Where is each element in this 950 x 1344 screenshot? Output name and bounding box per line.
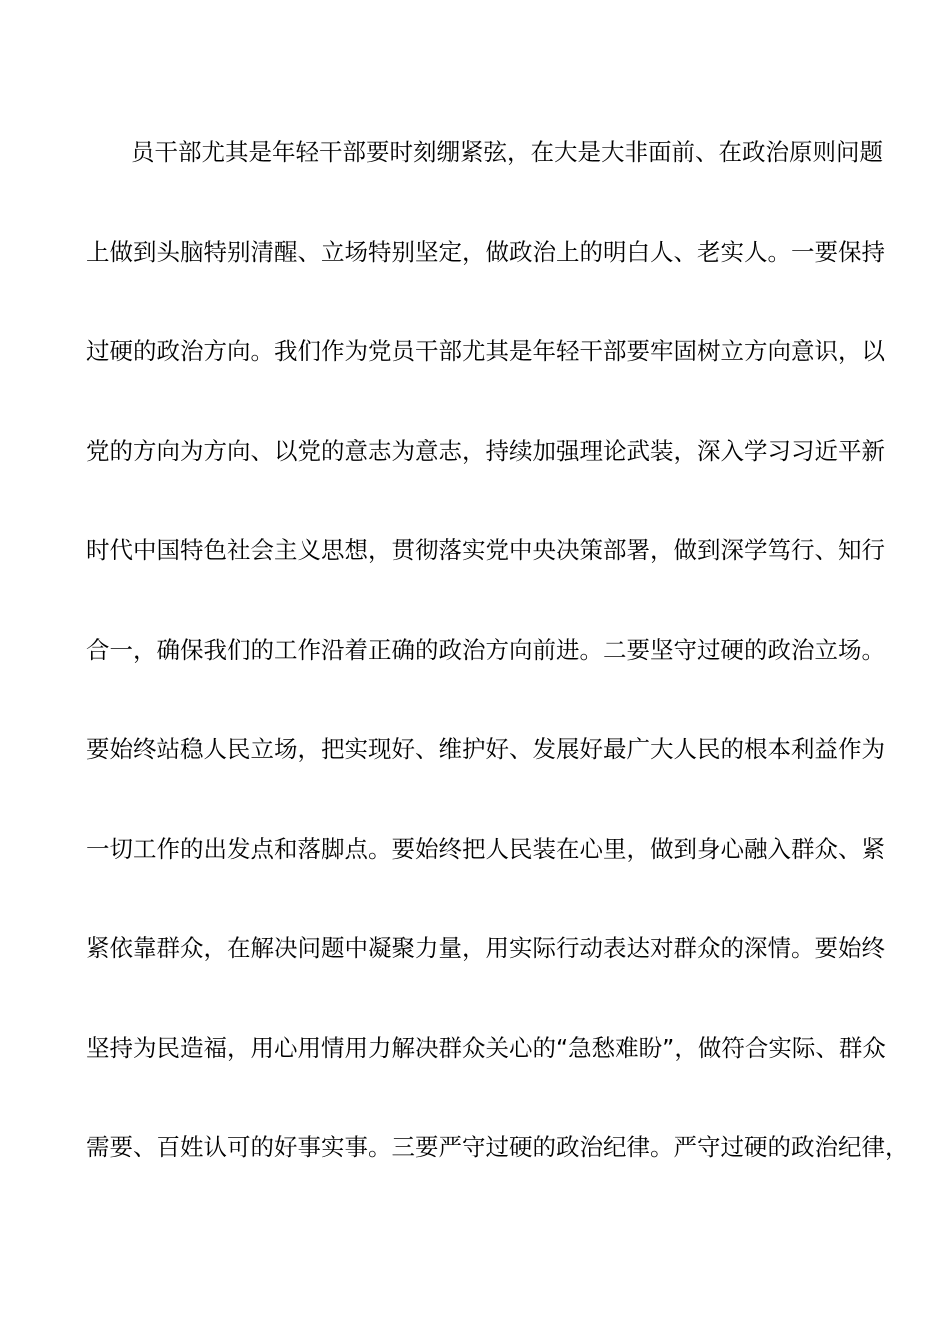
text-line-2: 上做到头脑特别清醒、立场特别坚定，做政治上的明白人、老实人。一要保持 <box>86 237 885 266</box>
text-line-5: 时代中国特色社会主义思想，贯彻落实党中央决策部署，做到深学笃行、知行 <box>86 536 885 564</box>
text-line-8: 一切工作的出发点和落脚点。要始终把人民装在心里，做到身心融入群众、紧 <box>86 834 885 863</box>
text-line-7: 要始终站稳人民立场，把实现好、维护好、发展好最广大人民的根本利益作为 <box>86 735 885 763</box>
text-line-1: 员干部尤其是年轻干部要时刻绷紧弦，在大是大非面前、在政治原则问题 <box>131 138 883 166</box>
text-line-6: 合一，确保我们的工作沿着正确的政治方向前进。二要坚守过硬的政治立场。 <box>86 635 885 664</box>
text-line-4: 党的方向为方向、以党的意志为意志，持续加强理论武装，深入学习习近平新 <box>86 436 885 465</box>
text-line-11: 需要、百姓认可的好事实事。三要严守过硬的政治纪律。严守过硬的政治纪律， <box>86 1133 909 1161</box>
text-line-3: 过硬的政治方向。我们作为党员干部尤其是年轻干部要牢固树立方向意识，以 <box>86 337 885 365</box>
text-line-9: 紧依靠群众，在解决问题中凝聚力量，用实际行动表达对群众的深情。要始终 <box>86 934 885 962</box>
text-line-10: 坚持为民造福，用心用情用力解决群众关心的“急愁难盼”，做符合实际、群众 <box>86 1033 886 1062</box>
body-paragraph <box>86 124 909 1219</box>
